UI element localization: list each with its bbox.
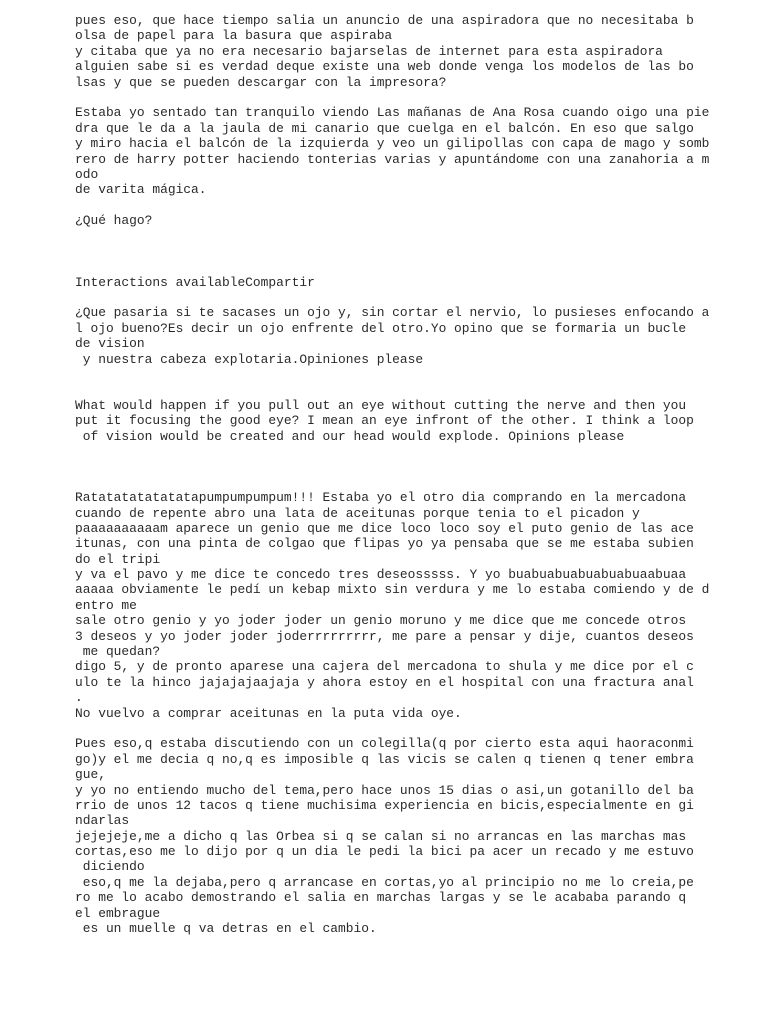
- text-line: l ojo bueno?Es decir un ojo enfrente del otro.Yo opino que se formaria un bucle: [75, 320, 687, 336]
- text-line: ulo te la hinco jajajajaajaja y ahora estoy en el hospital con una fractura anal: [75, 674, 694, 690]
- text-line: [75, 90, 765, 105]
- text-line: olsa de papel para la basura que aspiraba: [75, 28, 393, 44]
- text-line: es un muelle q va detras en el cambio.: [75, 921, 377, 937]
- text-line: do el tripi: [75, 551, 161, 567]
- text-line: ¿Qué hago?: [75, 213, 153, 229]
- text-line: eso,q me la dejaba,pero q arrancase en cortas,yo al principio no me lo creia,pe: [75, 874, 694, 890]
- text-line: [75, 259, 765, 274]
- text-line: of vision would be created and our head would explode. Opinions please: [75, 428, 625, 444]
- text-line: [75, 228, 765, 243]
- text-line: de varita mágica.: [75, 182, 207, 198]
- text-line: What would happen if you pull out an eye without cutting the nerve and then you: [75, 397, 687, 413]
- text-line: odo: [75, 166, 99, 182]
- text-line: cuando de repente abro una lata de aceitunas porque tenia to el picadon y: [75, 505, 640, 521]
- text-line: [75, 459, 765, 474]
- text-line: put it focusing the good eye? I mean an eye infront of the other. I think a loop: [75, 413, 694, 429]
- text-line: [75, 244, 765, 259]
- text-line: ¿Que pasaria si te sacases un ojo y, sin cortar el nervio, lo pusieses enfocando a: [75, 305, 710, 321]
- text-line: aaaaa obviamente le pedí un kebap mixto sin verdura y me lo estaba comiendo y de d: [75, 582, 710, 598]
- text-line: rero de harry potter haciendo tonterias varias y apuntándome con una zanahoria a m: [75, 151, 710, 167]
- text-line: itunas, con una pinta de colgao que flipas yo ya pensaba que se me estaba subien: [75, 536, 694, 552]
- text-line: cortas,eso me lo dijo por q un dia le pedi la bici pa acer un recado y me estuvo: [75, 844, 694, 860]
- text-line: jejejeje,me a dicho q las Orbea si q se calan si no arrancas en las marchas mas: [75, 828, 687, 844]
- text-line: [75, 721, 765, 736]
- text-line: No vuelvo a comprar aceitunas en la puta vida oye.: [75, 705, 462, 721]
- text-line: me quedan?: [75, 644, 161, 660]
- text-line: [75, 382, 765, 397]
- text-line: paaaaaaaaaam aparece un genio que me dice loco loco soy el puto genio de las ace: [75, 520, 694, 536]
- text-line: ndarlas: [75, 813, 130, 829]
- text-line: alguien sabe si es verdad deque existe una web donde venga los modelos de las bo: [75, 59, 694, 75]
- text-line: [75, 444, 765, 459]
- text-line: Estaba yo sentado tan tranquilo viendo Las mañanas de Ana Rosa cuando oigo una pie: [75, 105, 710, 121]
- text-line: entro me: [75, 597, 137, 613]
- text-line: el embrague: [75, 905, 161, 921]
- text-line: rrio de unos 12 tacos q tiene muchisima experiencia en bicis,especialmente en gi: [75, 797, 694, 813]
- text-line: [75, 198, 765, 213]
- text-line: lsas y que se pueden descargar con la impresora?: [75, 74, 447, 90]
- text-line: sale otro genio y yo joder joder un genio moruno y me dice que me concede otros: [75, 613, 687, 629]
- text-line: Interactions availableCompartir: [75, 274, 315, 290]
- text-line: gue,: [75, 767, 106, 783]
- text-line: y va el pavo y me dice te concedo tres deseosssss. Y yo buabuabuabuabuabuaabuaa: [75, 567, 687, 583]
- text-line: ro me lo acabo demostrando el salia en marchas largas y se le acababa parando q: [75, 890, 687, 906]
- text-line: 3 deseos y yo joder joder joderrrrrrrrr, me pare a pensar y dije, cuantos deseos: [75, 628, 694, 644]
- text-line: dra que le da a la jaula de mi canario que cuelga en el balcón. En eso que salgo: [75, 120, 694, 136]
- text-line: y yo no entiendo mucho del tema,pero hace unos 15 dias o asi,un gotanillo del ba: [75, 782, 694, 798]
- document-body: [75, 13, 765, 936]
- text-line: y citaba que ya no era necesario bajarselas de internet para esta aspiradora: [75, 43, 663, 59]
- text-line: y nuestra cabeza explotaria.Opiniones please: [75, 351, 424, 367]
- text-line: [75, 367, 765, 382]
- text-line: Pues eso,q estaba discutiendo con un colegilla(q por cierto esta aqui haoraconmi: [75, 736, 694, 752]
- text-line: pues eso, que hace tiempo salia un anuncio de una aspiradora que no necesitaba b: [75, 13, 694, 28]
- text-line: diciendo: [75, 859, 145, 875]
- text-line: [75, 475, 765, 490]
- text-line: Ratatatatatatatapumpumpumpum!!! Estaba yo el otro dia comprando en la mercadona: [75, 490, 687, 506]
- text-line: [75, 290, 765, 305]
- text-line: de vision: [75, 336, 145, 352]
- text-line: digo 5, y de pronto aparese una cajera del mercadona to shula y me dice por el c: [75, 659, 694, 675]
- text-line: go)y el me decia q no,q es imposible q las vicis se calen q tienen q tener embra: [75, 751, 694, 767]
- text-line: .: [75, 690, 83, 706]
- text-line: y miro hacia el balcón de la izquierda y veo un gilipollas con capa de mago y somb: [75, 136, 710, 152]
